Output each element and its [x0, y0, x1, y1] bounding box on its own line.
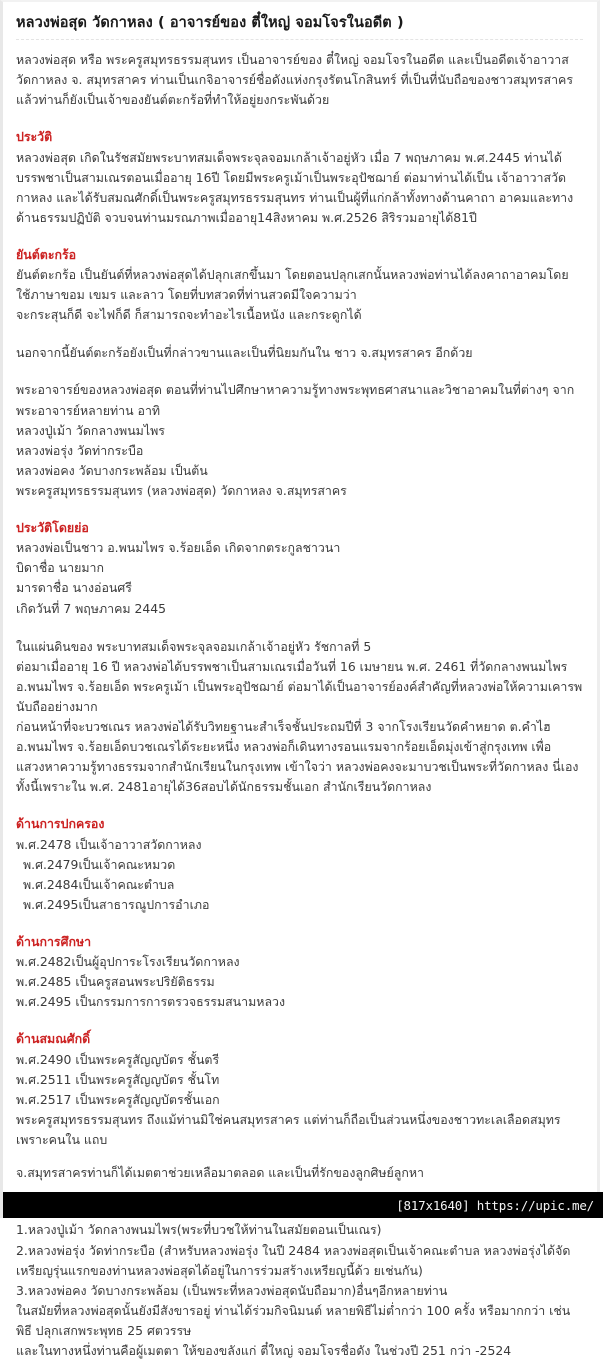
- brief-history-line: หลวงพ่อเป็นชาว อ.พนมไพร จ.ร้อยเอ็ด เกิดจากตระกูลชาวนา: [16, 540, 341, 556]
- section-history: [16, 127, 583, 228]
- section-education: [16, 932, 583, 1013]
- brief-history-line: บิดาชื่อ นายมาก: [16, 560, 104, 576]
- brief-history-paragraph: ก่อนหน้าที่จะบวชเณร หลวงพ่อได้รับวิทยฐานะสำเร็จชั้นประถมปีที่ 3 จากโรงเรียนวัดคำหยาด ต.คำไฮ อ.พนมไพร จ.ร้อยเอ็ดบวชเณรได้ระยะหนึ่ง หลวงพ่อก็เดินทางรอนแรมจากร้อยเอ็ดมุ่งเข้าสู่กรุงเทพ เพื่อแสวงหาความรู้ทางธรรมจากสำนักเรียนในกรุงเทพ เข้าใจว่า หลวงพ่อคงจะมาบวชเป็นพระที่วัดกาหลง นี่เอง ทั้งนี้เพราะใน พ.ศ. 2481อายุได้36สอบได้นักธรรมชั้นเอก สำนักเรียนวัดกาหลง: [16, 719, 579, 795]
- teachers-line: หลวงพ่อคง วัดบางกระพล้อม เป็นต้น: [16, 462, 208, 478]
- administration-line: พ.ศ.2495เป็นสาธารณูปการอำเภอ: [23, 896, 210, 912]
- teachers-lines: [16, 380, 583, 501]
- education-lines: [16, 952, 583, 1012]
- section-heading-education: ด้านการศึกษา: [16, 933, 92, 949]
- document-content: [3, 2, 597, 1361]
- footer-watermark-bar: [3, 1192, 603, 1218]
- ecclesiastical-rank-paragraph: จ.สมุทรสาครท่านก็ได้เมตตาช่วยเหลือมาตลอด และเป็นที่รักของลูกศิษย์ลูกหา: [16, 1165, 425, 1181]
- administration-lines: [16, 835, 583, 915]
- spacer: [16, 626, 583, 637]
- yantra-line: ยันต์ตะกร้อ เป็นยันต์ที่หลวงพ่อสุดได้ปลุกเสกขึ้นมา โดยตอนปลุกเสกนั้นหลวงพ่อท่านได้ลงคาถาอาคมโดยใช้ภาษาขอม เขมร และลาว โดยที่บทสวดที่ท่านสวดมีใจความว่า: [16, 267, 569, 303]
- watermark-text: [817x1640] https://upic.me/: [396, 1197, 594, 1213]
- section-heading-ecclesiastical-rank: ด้านสมณศักดิ์: [16, 1031, 91, 1047]
- ecclesiastical-rank-line: พ.ศ.2511 เป็นพระครูสัญญบัตร ชั้นโท: [16, 1071, 220, 1087]
- intro-block: [16, 50, 583, 110]
- ecclesiastical-rank-line: พ.ศ.2490 เป็นพระครูสัญญบัตร ชั้นตรี: [16, 1051, 220, 1067]
- education-line: พ.ศ.2482เป็นผู้อุปการะโรงเรียนวัดกาหลง: [16, 954, 240, 970]
- page-title: หลวงพ่อสุด วัดกาหลง ( อาจารย์ของ ตี๋ใหญ่ จอมโจรในอดีต ): [16, 15, 404, 31]
- yantra-closing-block: [16, 343, 583, 363]
- occult-studies-line: 3.หลวงพ่อคง วัดบางกระพล้อม (เป็นพระที่หลวงพ่อสุดนับถือมาก)อื่นๆอีกหลายท่าน: [16, 1282, 448, 1298]
- brief-history-line: เกิดวันที่ 7 พฤษภาคม 2445: [16, 600, 167, 616]
- section-yantra: [16, 245, 583, 326]
- yantra-closing-paragraph: นอกจากนี้ยันต์ตะกร้อยังเป็นที่กล่าวขานและเป็นที่นิยมกันใน ชาว จ.สมุทรสาคร อีกด้วย: [16, 345, 473, 361]
- section-heading-administration: ด้านการปกครอง: [16, 816, 105, 832]
- administration-line: พ.ศ.2478 เป็นเจ้าอาวาสวัดกาหลง: [16, 836, 202, 852]
- occult-studies-line: 2.หลวงพ่อรุ่ง วัดท่ากระบือ (สำหรับหลวงพ่อรุ่ง ในปี 2484 หลวงพ่อสุดเป็นเจ้าคณะตำบล หลวงพ่อรุ่งได้จัดเหรียญรุ่นแรกของท่านหลวงพ่อสุดได้อยู่ในการร่วมสร้างเหรียญนี้ด้ว ยเช่นกัน): [16, 1242, 571, 1278]
- yantra-lines: [16, 265, 583, 325]
- brief-history-line: มารดาชื่อ นางอ่อนศรี: [16, 580, 132, 596]
- yantra-line: จะกระสุนก็ดี จะไฟก็ดี ก็สามารถจะทำอะไรเนื้อหนัง และกระดูกได้: [16, 307, 362, 323]
- section-administration: [16, 814, 583, 915]
- ecclesiastical-rank-line: พ.ศ.2517 เป็นพระครูสัญญบัตรชั้นเอก: [16, 1091, 220, 1107]
- history-paragraph: หลวงพ่อสุด เกิดในรัชสมัยพระบาทสมเด็จพระจุลจอมเกล้าเจ้าอยู่หัว เมื่อ 7 พฤษภาคม พ.ศ.2445 ท่านได้บรรพชาเป็นสามเณรตอนเมื่ออายุ 16ปี โดยมีพระครูเม้าเป็นพระอุปัชฌาย์ ต่อมาท่านได้เป็น เจ้าอาวาสวัดกาหลง และได้รับสมณศักดิ์เป็นพระครูสมุทรธรรมสุนทร ท่านเป็นผู้ที่แก่กล้าทั้งทางด้านคาถา อาคมและทางด้านธรรมปฏิบัติ จวบจนท่านมรณภาพเมื่ออายุ14สิงหาคม พ.ศ.2526 สิริรวมอายุได้81ปี: [16, 149, 574, 225]
- occult-studies-line: 1.หลวงปู่เม้า วัดกลางพนมไพร(พระที่บวชให้ท่านในสมัยตอนเป็นเณร): [16, 1222, 382, 1238]
- intro-paragraph: หลวงพ่อสุด หรือ พระครูสมุทรธรรมสุนทร เป็นอาจารย์ของ ตี๋ใหญ่ จอมโจรในอดีต และเป็นอดีตเจ้าอาวาสวัดกาหลง จ. สมุทรสาคร ท่านเป็นเกจิอาจารย์ชื่อดังแห่งกรุงรัตนโกสินทร์ ที่เป็นที่นับถือของชาวสมุทรสาคร แล้วท่านก็ยังเป็นเจ้าของยันต์ตะกร้อที่ทำให้อยู่ยงกระพันด้วย: [16, 52, 573, 108]
- teachers-line: พระครูสมุทรธรรมสุนทร (หลวงพ่อสุด) วัดกาหลง จ.สมุทรสาคร: [16, 482, 347, 498]
- section-heading-history: ประวัติ: [16, 129, 53, 145]
- occult-studies-line: ในสมัยที่หลวงพ่อสุดนั้นยังมีสังขารอยู่ ท่านได้ร่วมกิจนิมนต์ หลายพิธีไม่ต่ำกว่า 100 ครั้ง หรือมากกว่า เช่นพิธี ปลุกเสกพระพุทธ 25 ศตวรรษ: [16, 1302, 571, 1338]
- brief-history-lines: [16, 538, 583, 618]
- administration-line: พ.ศ.2484เป็นเจ้าคณะตำบล: [23, 876, 175, 892]
- brief-history-paragraph: ในแผ่นดินของ พระบาทสมเด็จพระจุลจอมเกล้าเจ้าอยู่หัว รัชกาลที่ 5: [16, 638, 372, 654]
- administration-line: พ.ศ.2479เป็นเจ้าคณะหมวด: [23, 856, 176, 872]
- section-occult-studies: [16, 1200, 583, 1361]
- spacer: [16, 332, 583, 343]
- brief-history-paragraph: ต่อมาเมื่ออายุ 16 ปี หลวงพ่อได้บรรพชาเป็นสามเณรเมื่อวันที่ 16 เมษายน พ.ศ. 2461 ที่วัดกลางพนมไพร อ.พนมไพร จ.ร้อยเอ็ด พระครูเม้า เป็นพระอุปัชฌาย์ ต่อมาได้เป็นอาจารย์องค์สำคัญที่หลวงพ่อให้ความเคารพนับถืออย่างมาก: [16, 658, 583, 714]
- title-divider: [16, 39, 583, 41]
- ecclesiastical-rank-lines: [16, 1050, 583, 1110]
- section-heading-yantra: ยันต์ตะกร้อ: [16, 246, 77, 262]
- brief-history-paragraphs: [16, 637, 583, 798]
- teachers-line: หลวงปู่เม้า วัดกลางพนมไพร: [16, 422, 165, 438]
- occult-studies-lines: [16, 1220, 583, 1361]
- occult-studies-line: และในทางหนึ่งท่านคือผู้เมตตา ให้ของขลังแก่ ตี๋ใหญ่ จอมโจรชื่อดัง ในช่วงปี 251 กว่า -2524: [16, 1343, 512, 1359]
- section-brief-history: [16, 518, 583, 619]
- teachers-line: พระอาจารย์ของหลวงพ่อสุด ตอนที่ท่านไปศึกษาหาความรู้ทางพระพุทธศาสนาและวิชาอาคมในที่ต่างๆ จากพระอาจารย์หลายท่าน อาทิ: [16, 382, 575, 418]
- education-line: พ.ศ.2495 เป็นกรรมการการตรวจธรรมสนามหลวง: [16, 994, 286, 1010]
- section-heading-brief-history: ประวัติโดยย่อ: [16, 520, 89, 536]
- section-ecclesiastical-rank: [16, 1029, 583, 1150]
- education-line: พ.ศ.2485 เป็นครูสอนพระปริยัติธรรม: [16, 974, 215, 990]
- teachers-line: หลวงพ่อรุ่ง วัดท่ากระบือ: [16, 442, 144, 458]
- section-teachers: [16, 380, 583, 501]
- ecclesiastical-rank-closing: [16, 1163, 583, 1183]
- ecclesiastical-rank-paragraph: พระครูสมุทรธรรมสุนทร ถึงแม้ท่านมิใช่คนสมุทรสาคร แต่ท่านก็ถือเป็นส่วนหนึ่งของชาวทะเลเลือดสมุทร เพราะคนใน แถบ: [16, 1111, 561, 1148]
